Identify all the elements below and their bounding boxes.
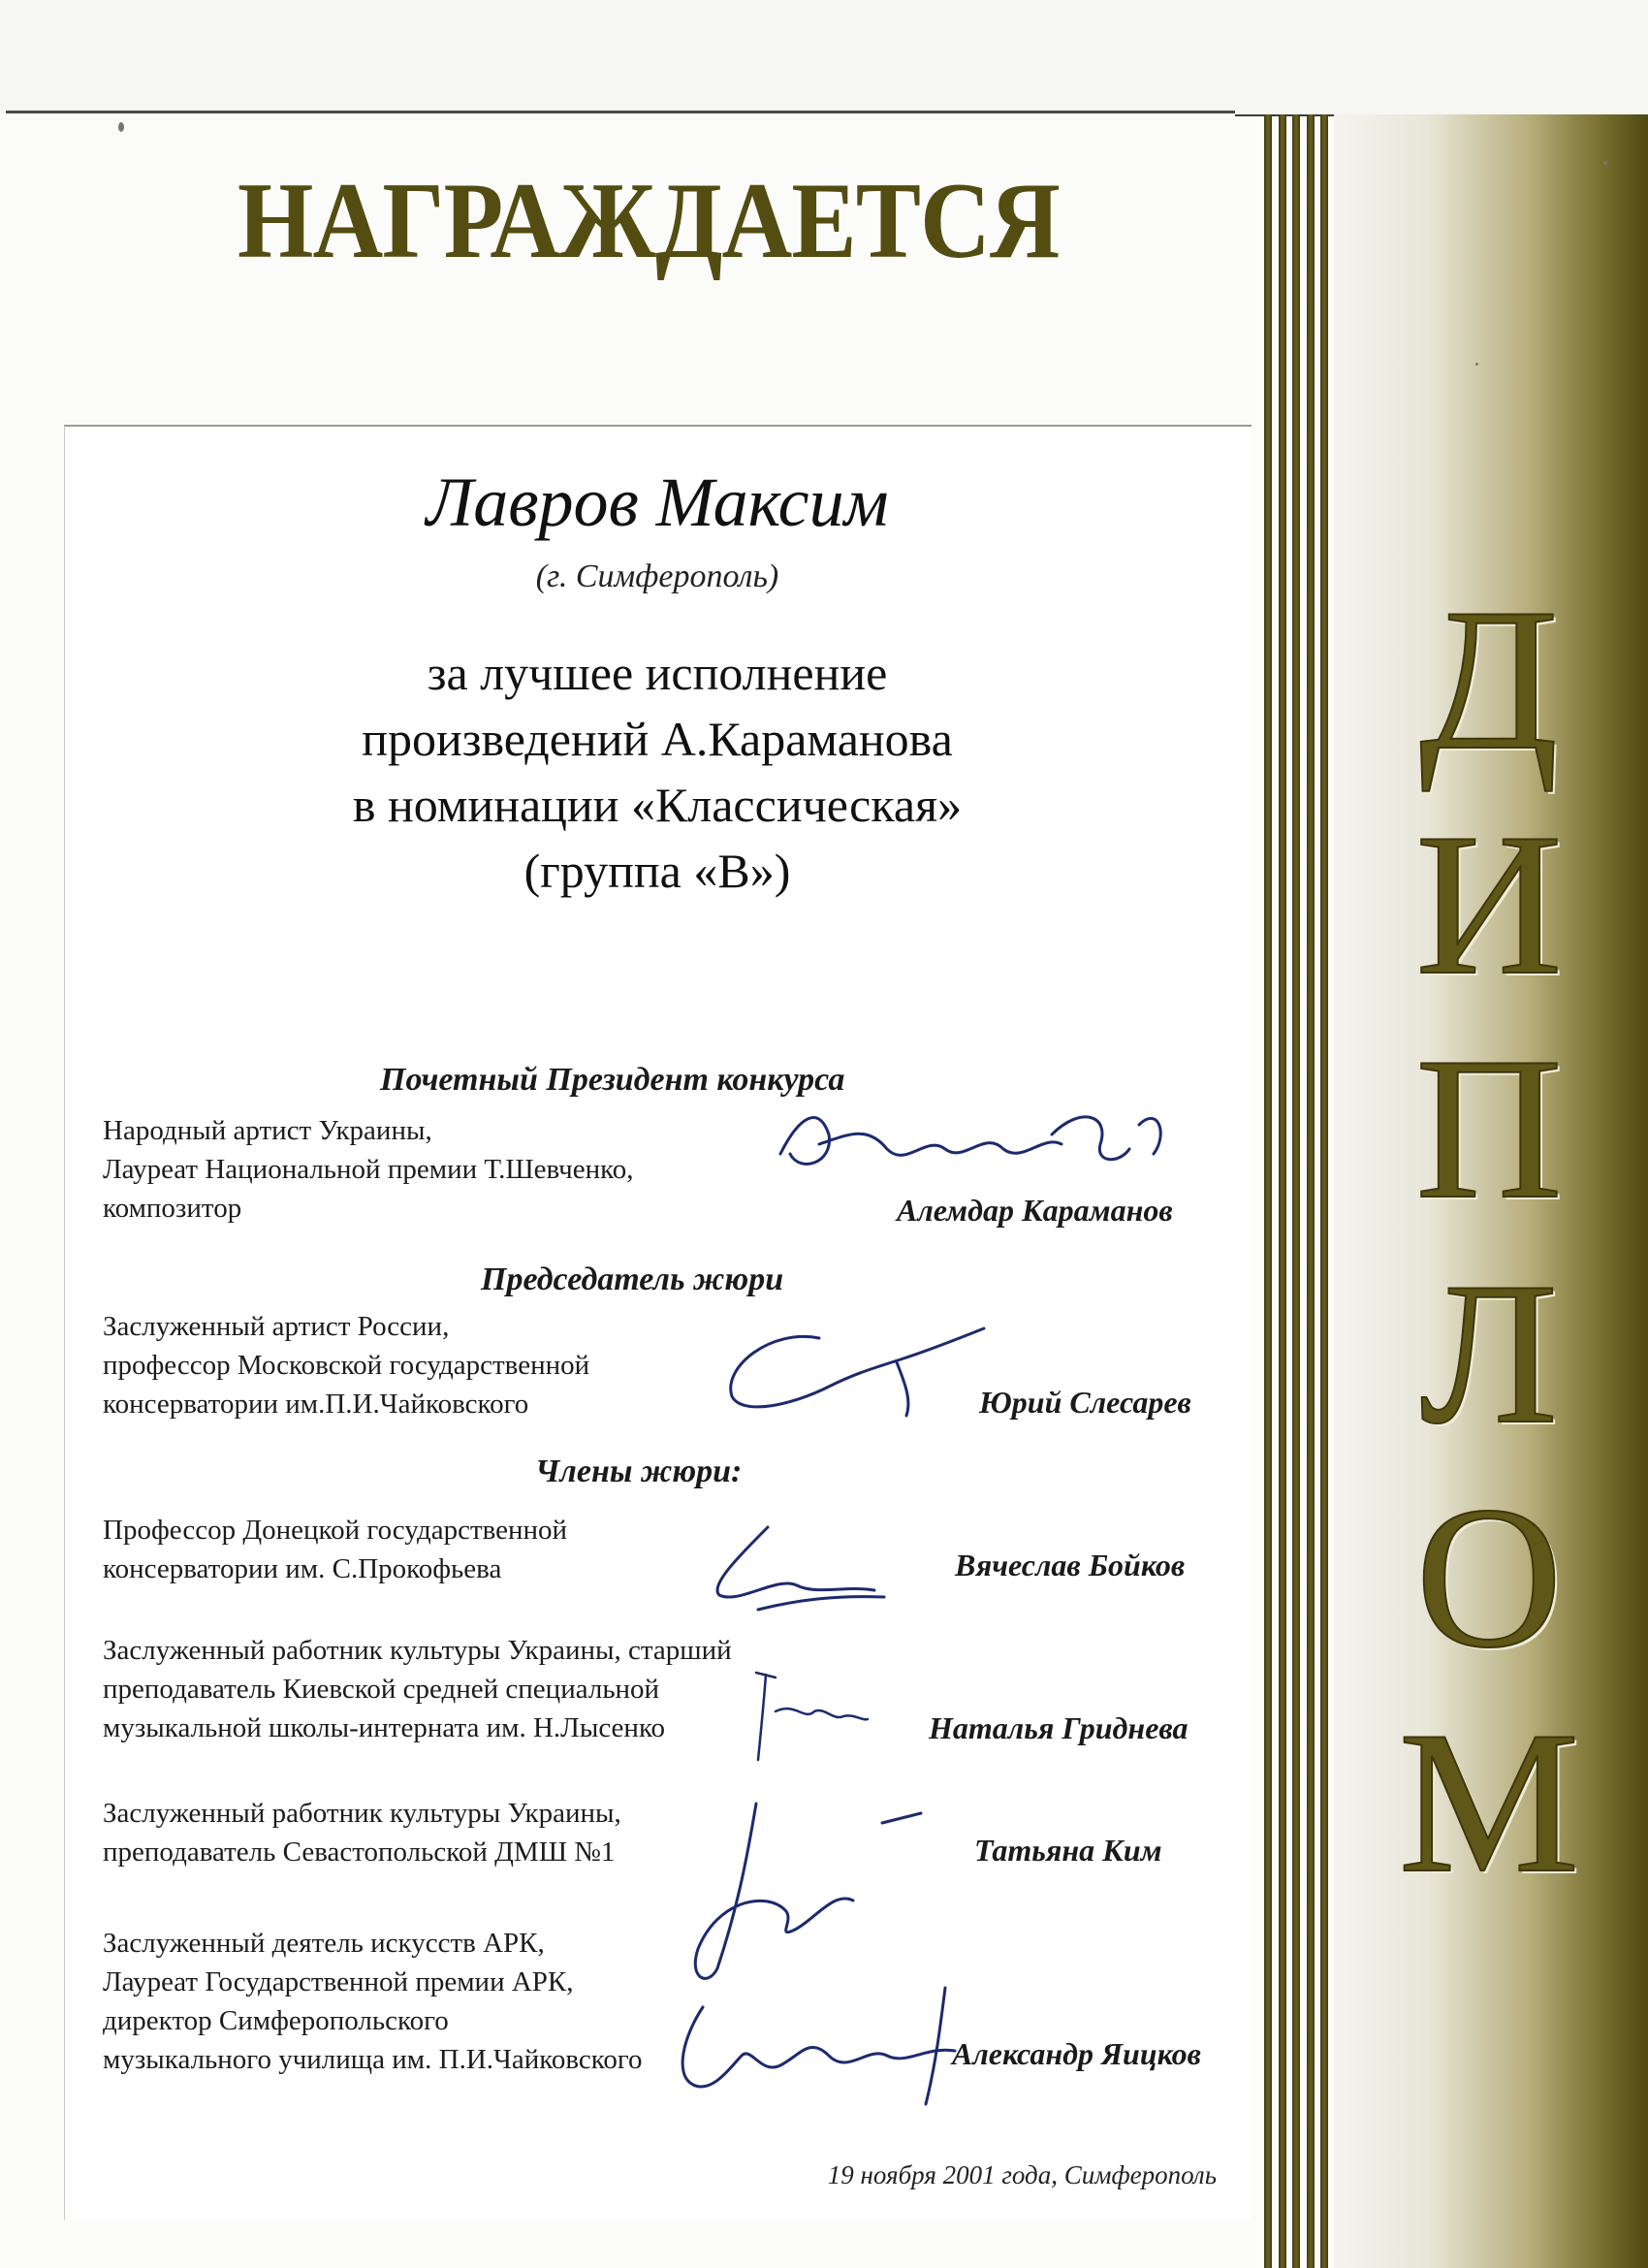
member-signature	[717, 1663, 872, 1770]
member-titles	[103, 1924, 643, 2079]
member-signature	[700, 1517, 894, 1624]
title-line: Заслуженный работник культуры Украины, старший	[103, 1635, 732, 1666]
title-line: композитор	[103, 1193, 242, 1224]
title-line: консерватории им.П.И.Чайковского	[103, 1389, 529, 1420]
side-title-letter: И	[1415, 791, 1563, 1017]
scan-background	[0, 0, 1648, 114]
header-title: НАГРАЖДАЕТСЯ	[238, 161, 1060, 281]
title-line: Лауреат Государственной премии АРК,	[103, 1966, 574, 1997]
title-line: Заслуженный артист России,	[103, 1311, 450, 1342]
title-line: Заслуженный деятель искусств АРК,	[103, 1928, 545, 1959]
side-title-letter: П	[1415, 1016, 1563, 1242]
member-name: Наталья Гриднева	[929, 1710, 1188, 1745]
president-signature	[761, 1096, 1178, 1202]
chair-signature	[713, 1319, 1003, 1425]
scan-speck	[1475, 363, 1478, 366]
paper-edge	[6, 111, 1235, 113]
side-title-letter: Д	[1419, 567, 1559, 792]
title-line: профессор Московской государственной	[103, 1350, 590, 1381]
scan-speck	[118, 122, 124, 132]
award-reason-line: в номинации «Классическая»	[352, 778, 963, 832]
member-name: Вячеслав Бойков	[955, 1548, 1186, 1582]
scan-speck	[1603, 161, 1607, 165]
title-line: музыкальной школы-интерната им. Н.Лысенко	[103, 1712, 666, 1743]
award-reason	[64, 640, 1251, 911]
recipient-name: Лавров Максим	[426, 463, 889, 541]
award-reason-line: (группа «В»)	[523, 844, 791, 898]
chair-titles	[103, 1307, 589, 1423]
side-title-letter: О	[1415, 1465, 1563, 1691]
member-titles	[103, 1511, 567, 1588]
president-name: Алемдар Караманов	[897, 1193, 1173, 1228]
president-heading: Почетный Президент конкурса	[380, 1062, 845, 1098]
chair-heading: Председатель жюри	[481, 1262, 784, 1297]
title-line: музыкального училища им. П.И.Чайковского	[103, 2044, 643, 2075]
member-signature	[679, 1784, 940, 1997]
title-line: директор Симферопольского	[103, 2005, 449, 2036]
date-place: 19 ноября 2001 года, Симферополь	[827, 2160, 1217, 2189]
title-line: Народный артист Украины,	[103, 1115, 432, 1146]
title-line: Лауреат Национальной премии Т.Шевченко,	[103, 1154, 634, 1185]
member-titles	[103, 1794, 621, 1871]
president-titles	[103, 1111, 633, 1228]
member-name: Татьяна Ким	[974, 1833, 1162, 1868]
chair-name: Юрий Слесарев	[979, 1385, 1191, 1420]
vertical-stripes	[1264, 114, 1328, 2268]
title-line: консерватории им. С.Прокофьева	[103, 1553, 502, 1584]
title-line: Заслуженный работник культуры Украины,	[103, 1798, 621, 1829]
member-name: Александр Яицков	[952, 2036, 1201, 2071]
side-title-diploma	[1375, 567, 1603, 1915]
award-reason-line: произведений А.Караманова	[362, 712, 953, 766]
member-titles	[103, 1631, 732, 1747]
side-title-letter: Л	[1419, 1240, 1559, 1466]
member-signature	[664, 1978, 974, 2114]
members-heading: Члены жюри:	[535, 1453, 743, 1489]
title-line: преподаватель Севастопольской ДМШ №1	[103, 1837, 616, 1868]
award-reason-line: за лучшее исполнение	[427, 646, 888, 700]
side-title-letter: М	[1398, 1689, 1580, 1915]
title-line: Профессор Донецкой государственной	[103, 1515, 568, 1546]
title-line: преподаватель Киевской средней специальной	[103, 1674, 660, 1705]
recipient-city: (г. Симферополь)	[535, 559, 779, 594]
